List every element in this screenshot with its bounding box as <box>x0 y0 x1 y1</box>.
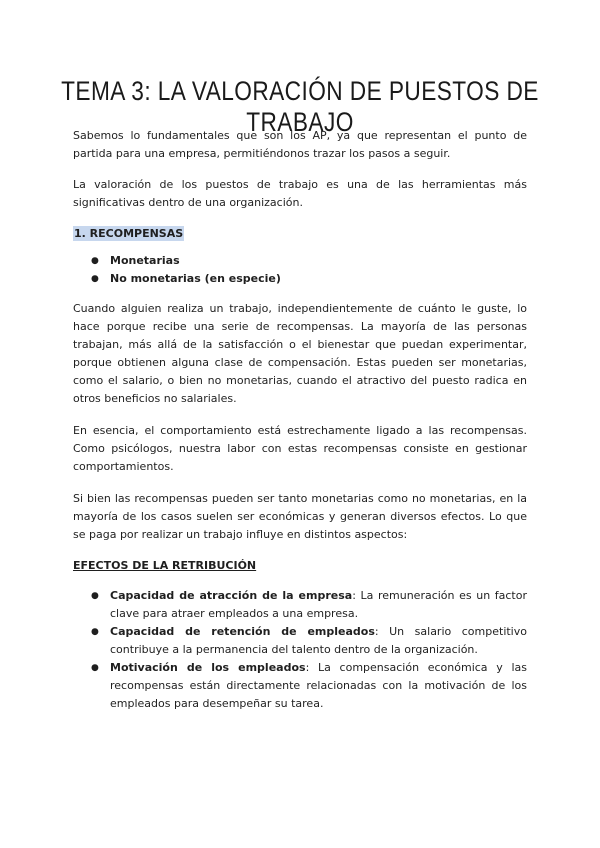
efectos-list <box>91 587 527 713</box>
list-item-text: : La remuneración es un factor clave para atraer empleados a una empresa. <box>110 589 527 620</box>
paragraph-efectos-intro: Si bien las recompensas pueden ser tanto monetarias como no monetarias, en la mayoría de los casos suelen ser económicas y generan diversos efectos. Lo que se paga por realizar un trabajo influye en distintos aspectos: <box>73 492 527 541</box>
list-item-text: No monetarias (en especie) <box>110 272 281 285</box>
list-item <box>91 659 527 713</box>
document-body <box>73 127 527 713</box>
list-item <box>91 623 527 659</box>
list-item-text: Monetarias <box>110 254 180 267</box>
list-item <box>91 587 527 623</box>
list-item-term: Capacidad de atracción de la empresa <box>110 589 353 602</box>
bullet-icon: ● <box>91 256 99 266</box>
paragraph-comportamiento: En esencia, el comportamiento está estrechamente ligado a las recompensas. Como psicólogos, nuestra labor con estas recompensas consiste en gestionar comportamientos. <box>73 424 527 473</box>
section-heading-efectos: EFECTOS DE LA RETRIBUCIÓN <box>73 559 257 572</box>
list-item <box>91 270 527 288</box>
intro-paragraph-2: La valoración de los puestos de trabajo es una de las herramientas más significativas dentro de una organización. <box>73 178 527 209</box>
section-heading-recompensas <box>73 226 527 242</box>
list-item-term: Motivación de los empleados <box>110 661 306 674</box>
intro-paragraph-1: Sabemos lo fundamentales que son los AP, ya que representan el punto de partida para una empresa, permitiéndonos trazar los pasos a seguir. <box>73 129 527 160</box>
paragraph-recompensas: Cuando alguien realiza un trabajo, independientemente de cuánto le guste, lo hace porque recibe una serie de recompensas. La mayoría de las personas trabajan, más allá de la satisfacción o el bienestar que puedan experimentar, porque obtienen alguna clase de compensación. Estas pueden ser monetarias, como el salario, o bien no monetarias, cuando el atractivo del puesto radica en otros beneficios no salariales. <box>73 302 527 405</box>
list-item-term: Capacidad de retención de empleados <box>110 625 375 638</box>
section-heading-recompensas-text: 1. RECOMPENSAS <box>74 227 184 240</box>
bullet-icon: ● <box>91 663 99 673</box>
bullet-icon: ● <box>91 627 99 637</box>
list-item-text: : Un salario competitivo contribuye a la permanencia del talento dentro de la organización. <box>110 625 527 656</box>
bullet-icon: ● <box>91 591 99 601</box>
page-title: TEMA 3: LA VALORACIÓN DE PUESTOS DE TRABAJO <box>61 76 539 137</box>
bullet-icon: ● <box>91 274 99 284</box>
list-item <box>91 252 527 270</box>
recompensas-list <box>91 252 527 288</box>
list-item-text: : La compensación económica y las recompensas están directamente relacionadas con la motivación de los empleados para desempeñar su tarea. <box>110 661 527 710</box>
